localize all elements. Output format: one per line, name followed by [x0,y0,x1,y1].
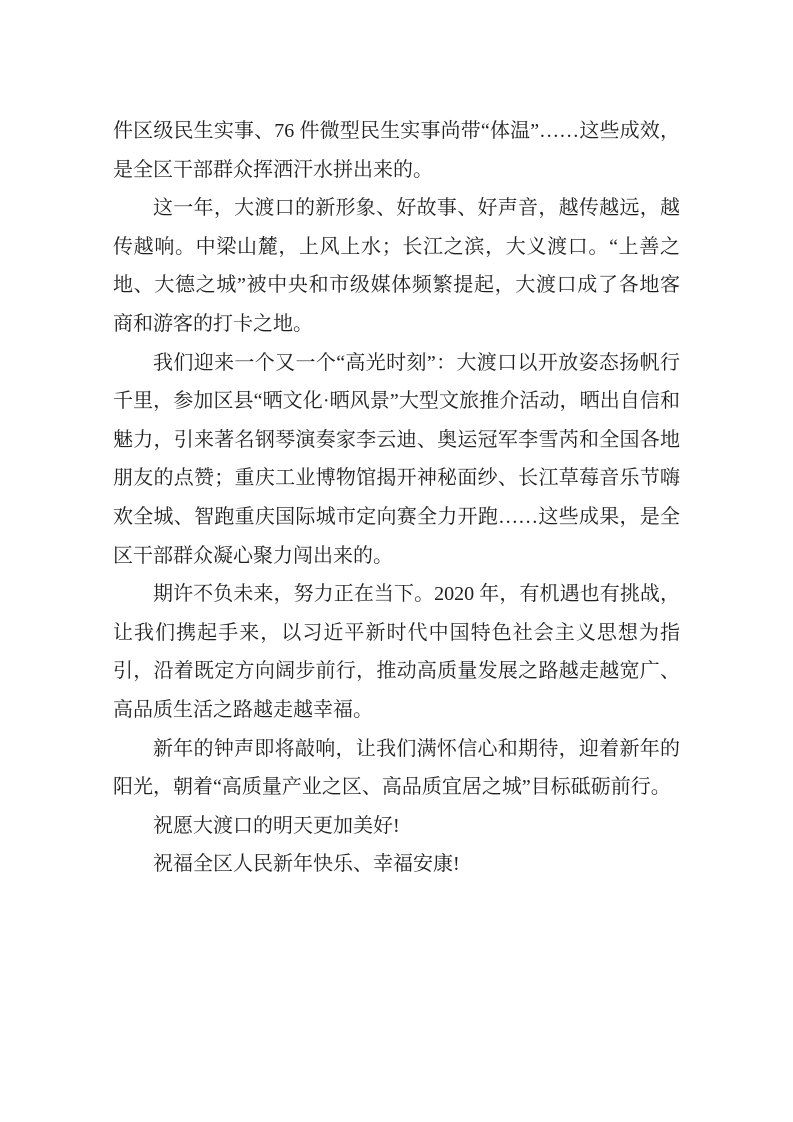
paragraph: 祝愿大渡口的明天更加美好! [153,814,400,837]
paragraph: 新年的钟声即将敲响，让我们满怀信心和期待，迎着新年的阳光，朝着“高质量产业之区、高品质宜居之城”目标砥砺前行。 [113,737,680,799]
paragraph: 件区级民生实事、76 件微型民生实事尚带“体温”……这些成效，是全区干部群众挥洒汗水拼出来的。 [113,120,680,181]
paragraph: 我们迎来一个又一个“高光时刻”：大渡口以开放姿态扬帆行千里，参加区县“晒文化·晒风景”大型文旅推介活动，晒出自信和魅力，引来著名钢琴演奏家李云迪、奥运冠军李雪芮和全国各地朋友的点赞；重庆工业博物馆揭开神秘面纱、长江草莓音乐节嗨欢全城、智跑重庆国际城市定向赛全力开跑……这些成果，是全区干部群众凝心聚力闯出来的。 [113,351,680,567]
paragraph: 期许不负未来，努力正在当下。2020 年，有机遇也有挑战，让我们携起手来，以习近平新时代中国特色社会主义思想为指引，沿着既定方向阔步前行，推动高质量发展之路越走越宽广、高品质生活之路越走越幸福。 [113,583,680,721]
document-text-block [113,112,680,884]
paragraph: 这一年，大渡口的新形象、好故事、好声音，越传越远，越传越响。中梁山麓，上风上水；长江之滨，大义渡口。“上善之地、大德之城”被中央和市级媒体频繁提起，大渡口成了各地客商和游客的打卡之地。 [113,197,680,335]
paragraph: 祝福全区人民新年快乐、幸福安康! [153,853,460,876]
